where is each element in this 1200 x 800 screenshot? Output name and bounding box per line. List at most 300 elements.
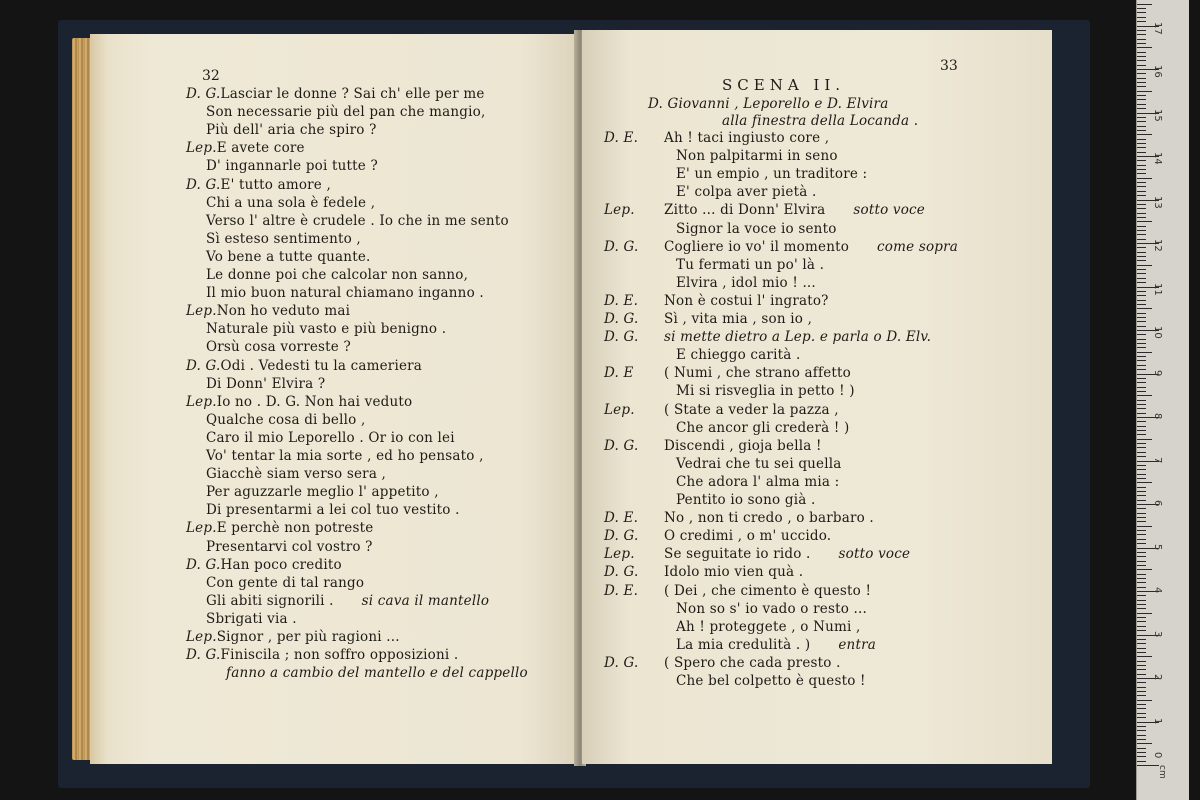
speaker-label: Lep. [604, 401, 635, 418]
ruler-tick [1137, 260, 1146, 261]
verse-text: E chieggo carità . [676, 347, 801, 364]
text-line [604, 202, 925, 219]
ruler-tick [1137, 317, 1146, 318]
ruler-tick [1137, 526, 1152, 527]
ruler-number: 17 [1152, 21, 1163, 35]
ruler-number: 6 [1152, 500, 1163, 507]
ruler-tick [1137, 273, 1146, 274]
ruler-tick [1137, 739, 1146, 740]
speaker-label: D. E. [604, 510, 639, 527]
text-line [206, 231, 361, 248]
text-line [206, 104, 485, 121]
text-line [206, 412, 365, 429]
ruler-tick [1137, 556, 1146, 557]
ruler-number: 4 [1152, 587, 1163, 594]
verse-text: Che ancor gli crederà ! ) [676, 419, 850, 436]
ruler-tick [1137, 86, 1146, 87]
text-line [206, 502, 460, 519]
ruler-number: 2 [1152, 674, 1163, 681]
speaker-label: D. G. [186, 357, 221, 374]
ruler-tick [1137, 313, 1146, 314]
text-line [186, 647, 458, 664]
ruler-tick [1137, 508, 1146, 509]
verse-text: Di presentarmi a lei col tuo vestito . [206, 502, 460, 519]
ruler-tick [1137, 117, 1146, 118]
text-line [604, 655, 841, 672]
stage-direction: sotto voce [838, 546, 911, 563]
verse-text: Ah ! taci ingiusto core , [664, 130, 830, 146]
text-line [206, 213, 509, 230]
ruler-tick [1137, 421, 1146, 422]
ruler-tick [1137, 539, 1146, 540]
ruler-tick [1137, 43, 1146, 44]
speaker-label: D. G. [604, 654, 639, 671]
ruler-tick [1137, 752, 1146, 753]
ruler-tick [1137, 47, 1152, 48]
ruler-number: 11 [1152, 282, 1163, 296]
verse-text: Che adora l' alma mia : [676, 473, 840, 490]
speaker-label: D. E. [604, 582, 639, 599]
verse-text: Che bel colpetto è questo ! [676, 673, 866, 689]
ruler-tick [1137, 208, 1146, 209]
ruler-tick [1137, 587, 1146, 588]
ruler-number: 7 [1152, 456, 1163, 463]
speaker-label: Lep. [186, 629, 217, 645]
verse-text: Chi a una sola è fedele , [206, 194, 376, 211]
text-line [676, 619, 860, 636]
ruler-tick [1137, 395, 1152, 396]
ruler-tick [1137, 626, 1146, 627]
ruler-tick [1137, 39, 1146, 40]
verse-text: Zitto ... di Donn' Elvira [664, 202, 826, 219]
verse-text: Elvira , idol mio ! ... [676, 274, 816, 291]
ruler-tick [1137, 387, 1146, 388]
ruler-tick [1137, 52, 1146, 53]
ruler-tick [1137, 400, 1146, 401]
ruler-tick [1137, 282, 1146, 283]
ruler-tick [1137, 304, 1146, 305]
ruler-tick [1137, 530, 1146, 531]
verse-text: Io no . D. G. Non hai veduto [216, 393, 413, 410]
verse-text: Se seguitate io rido . [664, 546, 811, 563]
stage-direction: si mette dietro a Lep. e parla o D. Elv. [664, 329, 932, 346]
text-line [206, 593, 489, 610]
speaker-label: D. G. [604, 311, 639, 327]
ruler-tick [1137, 178, 1152, 179]
verse-text: E' tutto amore , [220, 176, 331, 193]
ruler-tick [1137, 308, 1152, 309]
speaker-label: D. E. [604, 292, 639, 309]
ruler-tick [1137, 735, 1146, 736]
scene-characters [648, 96, 888, 113]
ruler-unit: cm [1157, 765, 1167, 779]
text-line [186, 140, 305, 157]
text-line [186, 557, 342, 574]
ruler-tick [1137, 608, 1146, 609]
ruler-tick [1137, 73, 1146, 74]
ruler-tick [1137, 439, 1152, 440]
ruler-tick [1137, 108, 1146, 109]
ruler-tick [1137, 152, 1146, 153]
ruler-tick [1137, 365, 1146, 366]
ruler-tick [1137, 408, 1146, 409]
text-line [604, 311, 812, 328]
speaker-label: D. G. [186, 647, 221, 664]
ruler-tick [1137, 360, 1146, 361]
text-line [206, 466, 386, 483]
text-line [206, 575, 364, 592]
verse-text: Non palpitarmi in seno [676, 148, 838, 165]
ruler-tick [1137, 426, 1146, 427]
ruler-tick [1137, 343, 1146, 344]
scene-setting: alla finestra della Locanda . [722, 113, 919, 129]
speaker-label: D. G. [604, 238, 639, 255]
page-number: 32 [202, 68, 220, 84]
verse-text: Sì esteso sentimento , [206, 230, 361, 247]
text-line [206, 611, 297, 628]
text-line [604, 365, 851, 382]
ruler-tick [1137, 226, 1146, 227]
text-line [186, 629, 400, 646]
ruler-tick [1137, 630, 1146, 631]
verse-text: E' un empio , un traditore : [676, 166, 868, 183]
ruler-tick [1137, 8, 1146, 9]
ruler-tick [1137, 134, 1152, 135]
text-line [604, 239, 958, 256]
measurement-ruler [1136, 0, 1189, 800]
ruler-tick [1137, 569, 1152, 570]
verse-text: Orsù cosa vorreste ? [206, 339, 351, 356]
ruler-tick [1137, 574, 1146, 575]
ruler-tick [1137, 195, 1146, 196]
text-line [186, 86, 485, 103]
ruler-tick [1137, 756, 1146, 757]
speaker-label: Lep. [186, 520, 217, 537]
verse-text: ( Numi , che strano affetto [664, 365, 851, 382]
ruler-tick [1137, 748, 1146, 749]
text-line [186, 394, 412, 411]
verse-text: Non ho veduto mai [216, 303, 351, 320]
ruler-tick [1137, 447, 1146, 448]
text-line [604, 130, 829, 147]
ruler-tick [1137, 669, 1146, 670]
ruler-tick [1137, 465, 1146, 466]
verse-text: Pentito io sono già . [676, 492, 816, 508]
verse-text: Verso l' altre è crudele . Io che in me sento [206, 212, 509, 229]
stage-direction: fanno a cambio del mantello e del cappello [226, 665, 528, 682]
verse-text: Tu fermati un po' là . [676, 256, 825, 273]
text-line [676, 257, 824, 274]
text-line [676, 601, 867, 618]
ruler-tick [1137, 730, 1146, 731]
ruler-tick [1137, 595, 1146, 596]
verse-text: ( State a veder la pazza , [664, 401, 839, 418]
verse-text: Idolo mio vien quà . [664, 564, 804, 581]
verse-text: Mi si risveglia in petto ! ) [676, 383, 855, 400]
verse-text: Presentarvi col vostro ? [206, 538, 373, 555]
ruler-tick [1137, 204, 1146, 205]
verse-text: Gli abiti signorili . [206, 592, 334, 609]
ruler-tick [1137, 30, 1146, 31]
ruler-tick [1137, 65, 1146, 66]
ruler-tick [1137, 691, 1146, 692]
text-line [676, 166, 867, 183]
verse-text: Cogliere io vo' il momento [664, 238, 850, 255]
speaker-label: Lep. [604, 546, 635, 563]
ruler-tick [1137, 130, 1146, 131]
verse-text: Ah ! proteggete , o Numi , [676, 618, 861, 635]
ruler-tick [1137, 143, 1146, 144]
text-line [206, 158, 378, 175]
verse-text: Odi . Vedesti tu la cameriera [220, 357, 423, 374]
ruler-tick [1137, 639, 1146, 640]
ruler-tick [1137, 469, 1146, 470]
ruler-number: 3 [1152, 630, 1163, 637]
ruler-tick [1137, 321, 1146, 322]
ruler-tick [1137, 717, 1146, 718]
ruler-tick [1137, 182, 1146, 183]
page-number: 33 [940, 58, 958, 74]
ruler-tick [1137, 517, 1146, 518]
text-line [604, 438, 822, 455]
ruler-tick [1137, 761, 1146, 762]
ruler-tick [1137, 491, 1146, 492]
ruler-tick [1137, 708, 1146, 709]
verse-text: Giacchè siam verso sera , [206, 466, 387, 483]
text-line [676, 673, 866, 690]
verse-text: Non è costui l' ingrato? [664, 292, 829, 309]
ruler-tick [1137, 700, 1152, 701]
ruler-tick [1137, 256, 1146, 257]
text-line [676, 383, 855, 400]
ruler-tick [1137, 34, 1146, 35]
ruler-tick [1137, 513, 1146, 514]
ruler-tick [1137, 95, 1146, 96]
text-line [604, 402, 839, 419]
verse-text: La mia credulità . ) [676, 636, 811, 653]
text-line [206, 321, 446, 338]
verse-text: Vedrai che tu sei quella [676, 455, 842, 472]
characters-text: D. Giovanni , Leporello e D. Elvira [648, 96, 889, 112]
ruler-tick [1137, 391, 1146, 392]
ruler-tick [1137, 482, 1152, 483]
verse-text: Qualche cosa di bello , [206, 411, 366, 428]
speaker-label: D. G. [604, 437, 639, 454]
ruler-number: 15 [1152, 108, 1163, 122]
text-line [604, 546, 910, 563]
text-line [186, 520, 373, 537]
ruler-tick [1137, 56, 1146, 57]
verse-text: Vo bene a tutte quante. [206, 248, 371, 265]
verse-text: Caro il mio Leporello . Or io con lei [206, 429, 455, 446]
ruler-tick [1137, 534, 1146, 535]
verse-text: Lasciar le donne ? Sai ch' elle per me [220, 86, 485, 102]
ruler-tick [1137, 500, 1146, 501]
verse-text: ( Dei , che cimento è questo ! [664, 582, 872, 599]
stage-direction: sotto voce [853, 202, 925, 219]
verse-text: No , non ti credo , o barbaro . [664, 510, 874, 527]
text-line [676, 420, 849, 437]
text-line [676, 474, 839, 491]
left-page [90, 34, 578, 764]
speaker-label: D. G. [604, 564, 639, 581]
ruler-tick [1137, 147, 1146, 148]
verse-text: Con gente di tal rango [206, 574, 365, 591]
speaker-label: D. G. [186, 556, 221, 573]
ruler-tick [1137, 661, 1146, 662]
text-line [604, 293, 829, 310]
verse-text: Sbrigati via . [206, 610, 297, 627]
ruler-tick [1137, 21, 1146, 22]
verse-text: ( Spero che cada presto . [664, 654, 841, 671]
ruler-tick [1137, 139, 1146, 140]
ruler-tick [1137, 600, 1146, 601]
verse-text: D' ingannarle poi tutte ? [206, 158, 378, 175]
ruler-tick [1137, 169, 1146, 170]
ruler-tick [1137, 430, 1146, 431]
verse-text: Sì , vita mia , son io , [664, 311, 813, 327]
ruler-tick [1137, 665, 1146, 666]
verse-text: E' colpa aver pietà . [676, 184, 817, 201]
ruler-tick [1137, 713, 1146, 714]
verse-text: Signor la voce io sento [676, 220, 837, 237]
ruler-tick [1137, 521, 1146, 522]
stage-direction: si cava il mantello [361, 592, 490, 609]
text-line [206, 484, 439, 501]
speaker-label: Lep. [604, 202, 635, 219]
text-line [206, 249, 371, 266]
ruler-tick [1137, 126, 1146, 127]
text-line [186, 177, 331, 194]
text-line [676, 275, 816, 292]
ruler-tick [1137, 613, 1152, 614]
ruler-tick [1137, 413, 1146, 414]
ruler-tick [1137, 186, 1146, 187]
ruler-tick [1137, 78, 1146, 79]
ruler-tick [1137, 478, 1146, 479]
ruler-tick [1137, 217, 1146, 218]
text-line [676, 637, 876, 654]
ruler-number: 13 [1152, 195, 1163, 209]
ruler-tick [1137, 295, 1146, 296]
text-line [676, 347, 800, 364]
ruler-tick [1137, 291, 1146, 292]
verse-text: Più dell' aria che spiro ? [206, 122, 377, 139]
text-line [676, 492, 815, 509]
ruler-tick [1137, 334, 1146, 335]
text-line [226, 665, 528, 682]
ruler-tick [1137, 495, 1146, 496]
ruler-number: 1 [1152, 717, 1163, 724]
text-line [206, 267, 468, 284]
ruler-tick [1137, 452, 1146, 453]
ruler-tick [1137, 160, 1146, 161]
ruler-number: 16 [1152, 65, 1163, 78]
ruler-tick [1137, 456, 1146, 457]
ruler-tick [1137, 726, 1146, 727]
ruler-tick [1137, 82, 1146, 83]
ruler-tick [1137, 17, 1146, 18]
ruler-tick [1137, 704, 1146, 705]
scene-heading: SCENA II. [722, 76, 846, 94]
ruler-tick [1137, 382, 1146, 383]
ruler-tick [1137, 4, 1152, 5]
ruler-tick [1137, 487, 1146, 488]
verse-text: Signor , per più ragioni ... [216, 629, 400, 645]
speaker-label: D. E. [604, 130, 639, 146]
ruler-number: 0 [1152, 752, 1163, 759]
text-line [604, 528, 831, 545]
ruler-tick [1137, 674, 1146, 675]
ruler-tick [1137, 247, 1146, 248]
ruler-tick [1137, 617, 1146, 618]
ruler-number: 5 [1152, 543, 1163, 550]
ruler-tick [1137, 582, 1146, 583]
ruler-tick [1137, 91, 1152, 92]
speaker-label: D. G. [186, 176, 221, 193]
text-line [206, 539, 373, 556]
text-line [206, 430, 455, 447]
verse-text: E avete core [216, 140, 305, 157]
text-line [676, 184, 816, 201]
ruler-tick [1137, 443, 1146, 444]
ruler-tick [1137, 104, 1146, 105]
ruler-tick [1137, 765, 1159, 766]
ruler-tick [1137, 165, 1146, 166]
ruler-tick [1137, 339, 1146, 340]
text-line [604, 564, 803, 581]
verse-text: Finiscila ; non soffro opposizioni . [220, 647, 459, 664]
ruler-tick [1137, 356, 1146, 357]
ruler-tick [1137, 687, 1146, 688]
ruler-tick [1137, 543, 1146, 544]
verse-text: Son necessarie più del pan che mangio, [206, 104, 486, 121]
ruler-tick [1137, 230, 1146, 231]
ruler-tick [1137, 121, 1146, 122]
ruler-tick [1137, 60, 1146, 61]
speaker-label: D. G. [604, 329, 639, 346]
ruler-tick [1137, 656, 1152, 657]
ruler-tick [1137, 695, 1146, 696]
ruler-tick [1137, 213, 1146, 214]
ruler-tick [1137, 561, 1146, 562]
text-line [206, 339, 351, 356]
verse-text: Le donne poi che calcolar non sanno, [206, 267, 469, 283]
text-line [676, 456, 842, 473]
ruler-tick [1137, 648, 1146, 649]
ruler-tick [1137, 326, 1146, 327]
ruler-tick [1137, 404, 1146, 405]
verse-text: Discendi , gioja bella ! [664, 437, 822, 454]
ruler-tick [1137, 234, 1146, 235]
ruler-tick [1137, 434, 1146, 435]
ruler-number: 14 [1152, 152, 1163, 165]
text-line [676, 221, 837, 238]
ruler-tick [1137, 99, 1146, 100]
text-line [206, 285, 484, 302]
ruler-tick [1137, 682, 1146, 683]
text-line [676, 148, 838, 165]
verse-text: Di Donn' Elvira ? [206, 375, 326, 392]
speaker-label: Lep. [186, 393, 217, 410]
ruler-tick [1137, 643, 1146, 644]
stage-direction: entra [838, 636, 876, 653]
ruler-tick [1137, 269, 1146, 270]
ruler-tick [1137, 221, 1152, 222]
ruler-tick [1137, 173, 1146, 174]
ruler-number: 10 [1152, 326, 1163, 339]
verse-text: E perchè non potreste [216, 520, 374, 537]
